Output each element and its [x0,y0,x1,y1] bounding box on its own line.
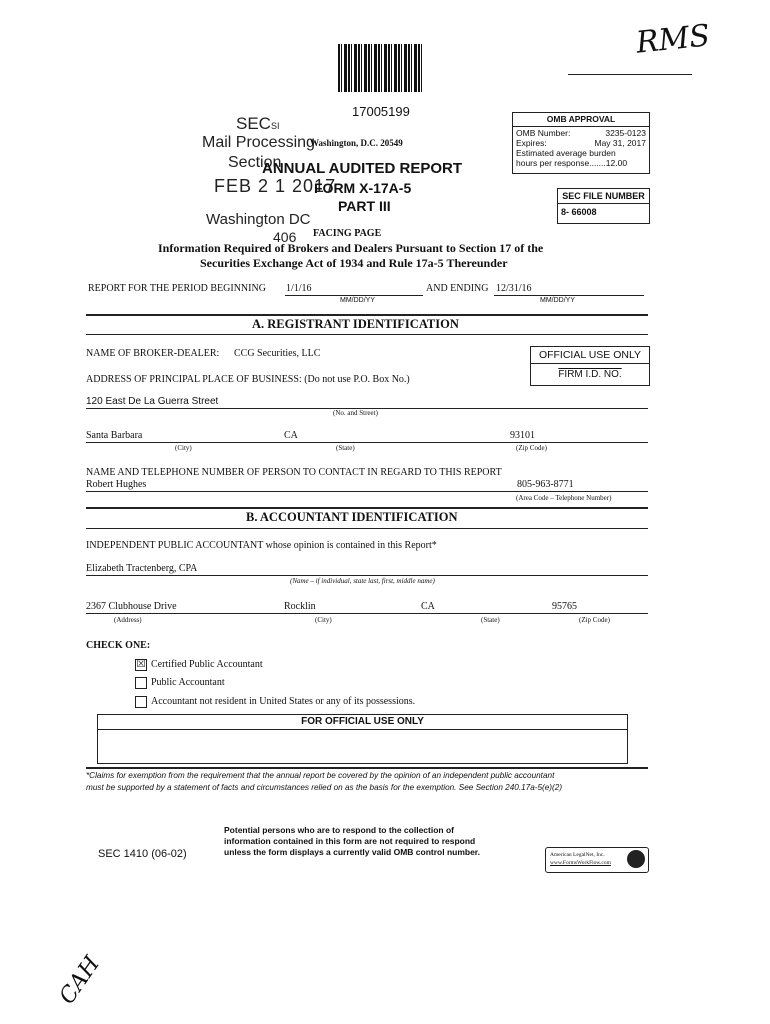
section-b-title: B. ACCOUNTANT IDENTIFICATION [246,510,458,524]
stamp-section: Section [228,154,282,171]
city-value: Santa Barbara [86,430,143,441]
period-end-value: 12/31/16 [496,283,532,294]
certified-public-accountant-checkbox[interactable]: ☒ [136,659,146,670]
sec-file-number-box [557,188,650,224]
name-caption: (Name – if individual, state last, first, middle name) [290,577,435,585]
logo-emblem-icon [627,850,645,868]
section-a-title: A. REGISTRANT IDENTIFICATION [252,317,459,331]
official-use-box [530,346,650,386]
omb-approval-box [512,112,650,174]
for-official-use-box [97,714,628,764]
accountant-state-caption: (State) [481,616,500,624]
period-end-format: MM/DD/YY [540,297,575,304]
street-address: 120 East De La Guerra Street [86,396,219,407]
stamp-sec: SECSI [236,114,280,133]
official-use-label: OFFICIAL USE ONLY [531,347,649,364]
accountant-name: Elizabeth Tractenberg, CPA [86,563,198,574]
legalnet-logo [545,847,649,873]
state-caption: (State) [336,444,355,452]
stamp-date: FEB 2 1 2017 [214,176,337,196]
stamp-washington: Washington DC [206,211,311,228]
logo-line2: www.FormsWorkFlow.com [550,860,611,866]
public-accountant-label: Public Accountant [151,677,225,688]
period-begin-label: REPORT FOR THE PERIOD BEGINNING [88,283,266,294]
notice-line1: Potential persons who are to respond to the collection of [224,825,454,835]
barcode-number: 17005199 [352,104,410,119]
address-line: Washington, D.C. 20549 [310,138,403,148]
omb-expires-label: Expires: [516,138,547,148]
broker-dealer-name: CCG Securities, LLC [234,348,321,359]
public-accountant-checkbox[interactable] [135,677,147,689]
omb-number-label: OMB Number: [516,128,571,138]
zip-caption: (Zip Code) [516,444,547,452]
corner-initials-underline [568,74,692,75]
omb-hours-value: 12.00 [605,158,628,168]
footnote-line1: *Claims for exemption from the requirement that the annual report be covered by the opinion of an independent public accountant [86,771,555,780]
zip-value: 93101 [510,430,535,441]
phone-caption: (Area Code – Telephone Number) [516,494,612,502]
period-end-label: AND ENDING [426,283,489,294]
omb-burden-label: Estimated average burden [516,148,616,158]
period-begin-format: MM/DD/YY [340,297,375,304]
subtitle-line1: Information Required of Brokers and Dealers Pursuant to Section 17 of the [158,241,544,255]
firm-id-label: FIRM I.D. NO. [558,369,622,380]
check-one-label: CHECK ONE: [86,640,151,651]
stamp-mail-processing: Mail Processing [202,134,315,151]
period-begin-value: 1/1/16 [286,283,312,294]
notice-line3: unless the form displays a currently valid OMB control number. [224,847,481,857]
principal-address-label: ADDRESS OF PRINCIPAL PLACE OF BUSINESS: (Do not use P.O. Box No.) [86,374,410,385]
report-title: ANNUAL AUDITED REPORT [262,160,463,177]
accountant-zip: 95765 [552,601,577,612]
footnote-line2: must be supported by a statement of facts and circumstances relied on as the basis for the exemption. See Section 240.17a-5(e)(2) [86,783,563,792]
omb-hours-label: hours per response....... [516,158,606,168]
for-official-use-label: FOR OFFICIAL USE ONLY [98,715,627,730]
contact-name: Robert Hughes [86,479,147,490]
non-resident-accountant-label: Accountant not resident in United States or any of its possessions. [151,696,416,707]
state-value: CA [284,430,298,441]
accountant-zip-caption: (Zip Code) [579,616,610,624]
city-caption: (City) [175,444,192,452]
notice-line2: information contained in this form are not required to respond [224,836,476,846]
omb-number-value: 3235-0123 [605,128,646,138]
omb-title: OMB APPROVAL [513,113,649,127]
accountant-city-caption: (City) [315,616,332,624]
contact-label: NAME AND TELEPHONE NUMBER OF PERSON TO CONTACT IN REGARD TO THIS REPORT [86,467,502,478]
subtitle-line2: Securities Exchange Act of 1934 and Rule 17a-5 Thereunder [200,256,508,270]
certified-public-accountant-label: Certified Public Accountant [151,659,263,670]
barcode [338,44,424,92]
corner-initials: RMS [634,18,712,61]
address-caption: (Address) [114,616,142,624]
sec-file-title: SEC FILE NUMBER [558,189,649,204]
accountant-label: INDEPENDENT PUBLIC ACCOUNTANT whose opinion is contained in this Report* [86,540,437,551]
sec-file-value: 8- 66008 [561,207,597,217]
logo-line1: American LegalNet, Inc. [550,852,605,858]
bottom-initials: CAH [54,952,106,1009]
form-part: PART III [338,198,391,214]
contact-phone: 805-963-8771 [517,479,574,490]
broker-dealer-label: NAME OF BROKER-DEALER: [86,348,220,359]
stamp-number: 406 [273,229,297,245]
non-resident-accountant-checkbox[interactable] [135,696,147,708]
facing-page: FACING PAGE [313,228,382,239]
form-number: FORM X-17A-5 [314,180,412,196]
form-id: SEC 1410 (06-02) [98,848,187,860]
accountant-state: CA [421,601,435,612]
accountant-city: Rocklin [284,601,316,612]
street-caption: (No. and Street) [333,409,378,417]
omb-expires-value: May 31, 2017 [594,138,646,148]
accountant-street: 2367 Clubhouse Drive [86,601,177,612]
